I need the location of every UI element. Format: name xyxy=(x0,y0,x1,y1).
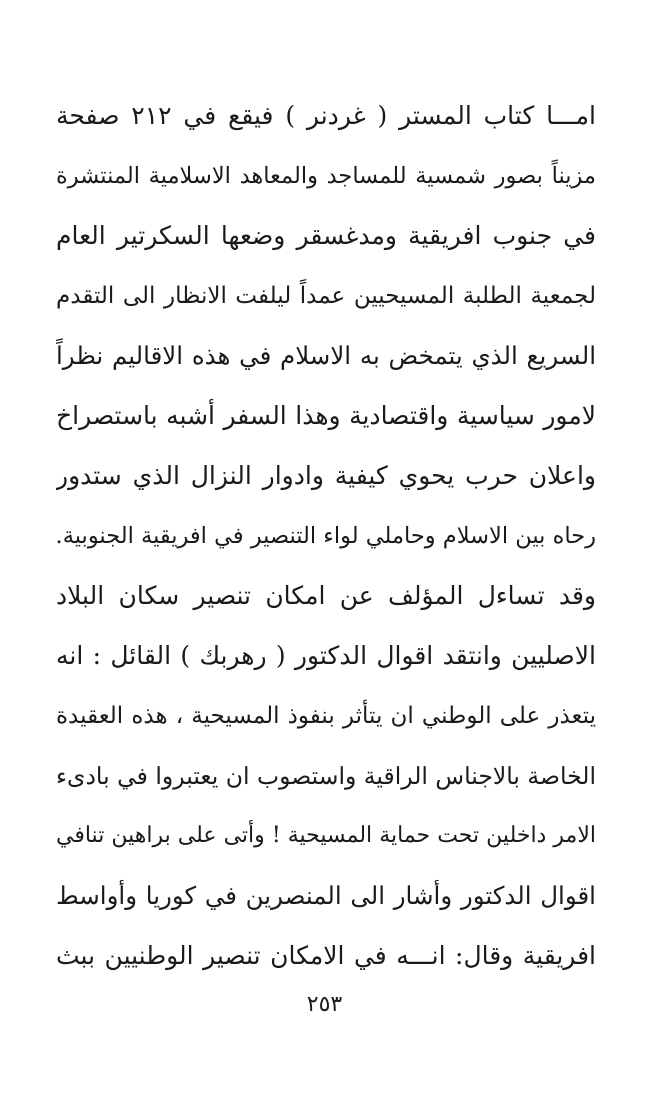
text-line: رحاه بين الاسلام وحاملي لواء التنصير في افريقية الجنوبية. xyxy=(56,523,596,549)
text-line: افريقية وقال: انـــه في الامكان تنصير الوطنيين ببث xyxy=(56,941,596,970)
text-line: امـــا كتاب المستر ( غردنر ) فيقع في ٢١٢ صفحة xyxy=(56,101,596,130)
paragraph-1 xyxy=(56,86,596,566)
page-number: ٢٥٣ xyxy=(306,992,343,1017)
text-line: لامور سياسية واقتصادية وهذا السفر أشبه باستصراخ xyxy=(56,401,596,430)
text-line: لجمعية الطلبة المسيحيين عمداً ليلفت الانظار الى التقدم xyxy=(56,283,596,309)
text-line: مزيناً بصور شمسية للمساجد والمعاهد الاسلامية المنتشرة xyxy=(56,163,596,189)
text-line: الخاصة بالاجناس الراقية واستصوب ان يعتبروا في بادىء xyxy=(56,762,596,790)
text-line: وقد تساءل المؤلف عن امكان تنصير سكان البلاد xyxy=(56,581,596,610)
text-line: الامر داخلين تحت حماية المسيحية ! وأتى على براهين تنافي xyxy=(56,823,596,848)
text-line: في جنوب افريقية ومدغسقر وضعها السكرتير العام xyxy=(56,221,596,250)
text-line: يتعذر على الوطني ان يتأثر بنفوذ المسيحية ، هذه العقيدة xyxy=(56,703,596,729)
text-line: واعلان حرب يحوي كيفية وادوار النزال الذي ستدور xyxy=(56,461,596,490)
text-line: السريع الذي يتمخض به الاسلام في هذه الاقاليم نظراً xyxy=(56,341,596,370)
text-line: الاصليين وانتقد اقوال الدكتور ( رهربك ) القائل : انه xyxy=(56,641,596,670)
text-line: اقوال الدكتور وأشار الى المنصرين في كوريا وأواسط xyxy=(56,881,596,910)
paragraph-2 xyxy=(56,566,596,986)
